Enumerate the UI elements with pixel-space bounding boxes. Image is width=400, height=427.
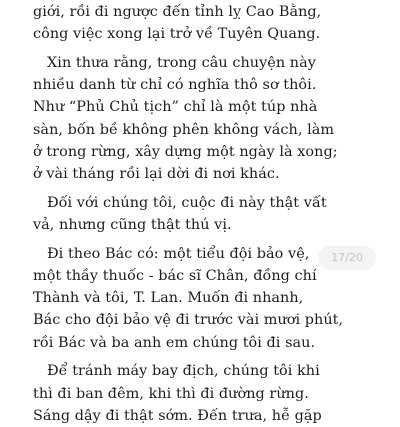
text-line: vả, nhưng cũng thật thú vị. (33, 217, 232, 234)
text-line: giới, rồi đi ngược đến tỉnh lỵ Cao Bằng, (33, 4, 322, 20)
page-text (33, 1, 362, 427)
text-line: Bác cho đội bảo vệ đi trước vài mươi phút, (33, 312, 344, 329)
paragraph (33, 360, 362, 427)
paragraph (33, 52, 362, 186)
text-line: Đối với chúng tôi, cuộc đi này thật vất (47, 194, 327, 211)
paragraph (33, 243, 362, 354)
text-line: thì đi ban đêm, khi thì đi đường rừng. (33, 385, 309, 402)
text-line: Để tránh máy bay địch, chúng tôi khi (47, 363, 320, 380)
text-line: Thành và tôi, T. Lan. Muốn đi nhanh, (33, 290, 304, 307)
text-line: Xin thưa rằng, trong câu chuyện này (47, 54, 316, 71)
text-line: rồi Bác và ba anh em chúng tôi đi sau. (33, 334, 316, 351)
text-line: công việc xong lại trở về Tuyên Quang. (33, 26, 321, 43)
text-line: Như “Phủ Chủ tịch” chỉ là một túp nhà (33, 99, 318, 116)
text-line: Đi theo Bác có: một tiểu đội bảo vệ, (47, 245, 310, 262)
text-line: một thầy thuốc - bác sĩ Chân, đồng chí (33, 267, 317, 284)
page-indicator[interactable]: 17/20 (318, 246, 376, 270)
text-line: ở trong rừng, xây dựng một ngày là xong; (33, 143, 338, 160)
text-line: nhiều danh từ chỉ có nghĩa thô sơ thôi. (33, 77, 317, 94)
text-line: Sáng dậy đi thật sớm. Đến trưa, hễ gặp (33, 407, 322, 424)
paragraph (33, 1, 362, 46)
paragraph (33, 192, 362, 237)
text-line: ở vài tháng rồi lại dời đi nơi khác. (33, 166, 280, 183)
text-line: sàn, bốn bề không phên không vách, làm (33, 121, 335, 138)
